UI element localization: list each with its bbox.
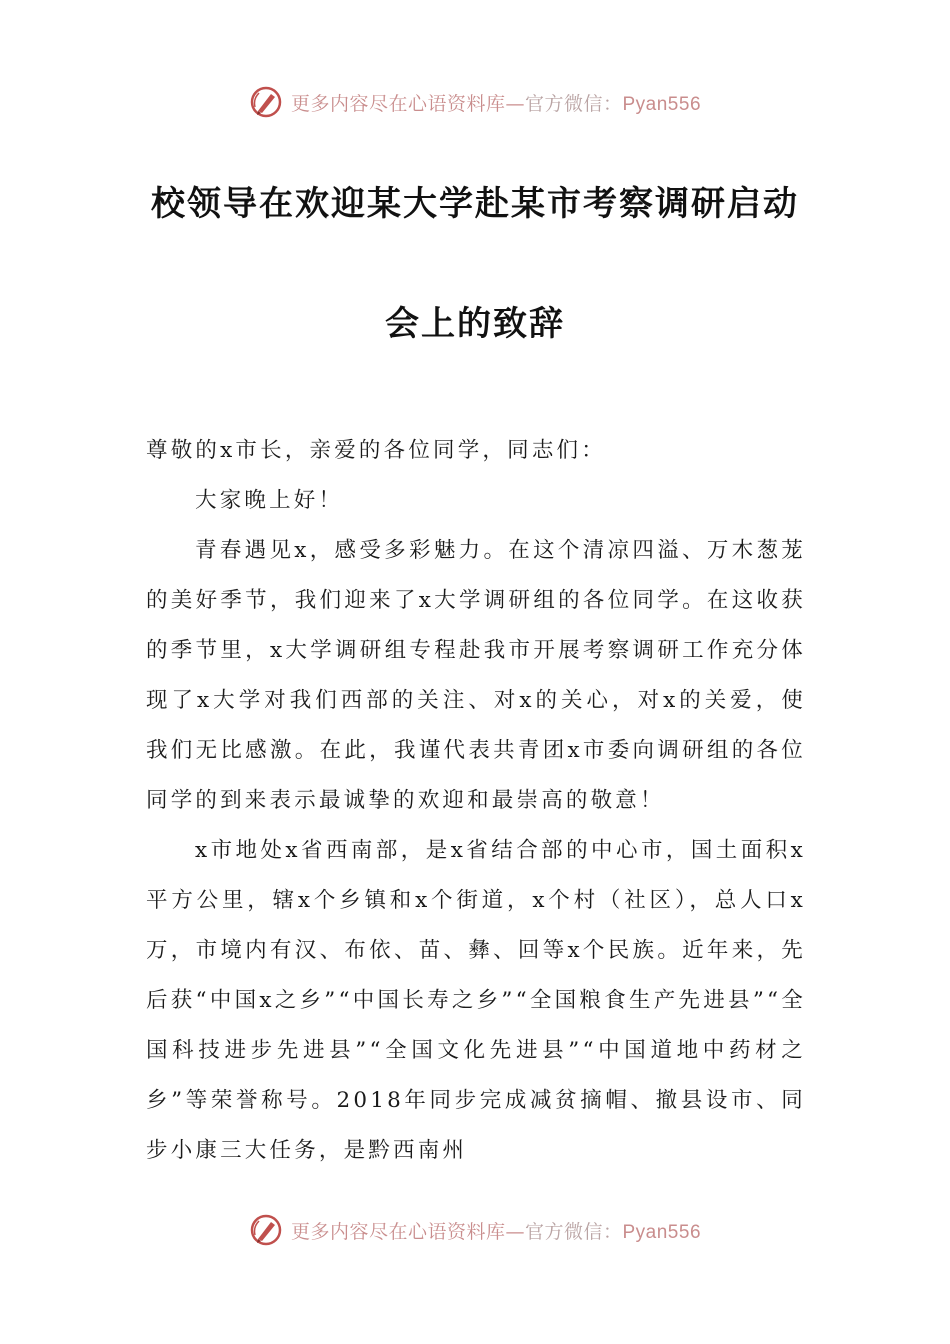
pen-logo-icon (249, 85, 283, 119)
footer-handle: Pyan556 (622, 1221, 702, 1243)
greeting: 大家晚上好！ (195, 488, 344, 513)
footer-site-text: 更多内容尽在心语资料库— (290, 1220, 525, 1243)
footer-banner-text (291, 1217, 701, 1244)
salutation: 尊敬的x市长，亲爱的各位同学，同志们： (146, 438, 606, 463)
document-body (146, 426, 806, 1176)
header-banner-text (291, 89, 701, 116)
header-banner (0, 82, 950, 122)
header-wechat-label: 官方微信： (524, 92, 623, 115)
header-site-text: 更多内容尽在心语资料库— (290, 92, 525, 115)
document-title-line-2: 会上的致辞 (385, 304, 565, 344)
header-handle: Pyan556 (622, 93, 702, 115)
footer-banner (0, 1210, 950, 1250)
document-title-line-1: 校领导在欢迎某大学赴某市考察调研启动 (151, 184, 799, 224)
pen-logo-icon (249, 1213, 283, 1247)
footer-wechat-label: 官方微信： (524, 1220, 623, 1243)
paragraph-1: 青春遇见x，感受多彩魅力。在这个清凉四溢、万木葱茏的美好季节，我们迎来了x大学调研组的各位同学。在这收获的季节里，x大学调研组专程赴我市开展考察调研工作充分体现了x大学对我们西部的关注、对x的关心，对x的关爱，使我们无比感激。在此，我谨代表共青团x市委向调研组的各位同学的到来表示最诚挚的欢迎和最崇高的敬意！ (146, 538, 806, 813)
paragraph-2: x市地处x省西南部，是x省结合部的中心市，国土面积x平方公里，辖x个乡镇和x个街道，x个村（社区），总人口x万，市境内有汉、布依、苗、彝、回等x个民族。近年来，先后获“中国x之乡”“中国长寿之乡”“全国粮食生产先进县”“全国科技进步先进县”“全国文化先进县”“中国道地中药材之乡”等荣誉称号。2018年同步完成减贫摘帽、撤县设市、同步小康三大任务，是黔西南州 (146, 838, 806, 1163)
